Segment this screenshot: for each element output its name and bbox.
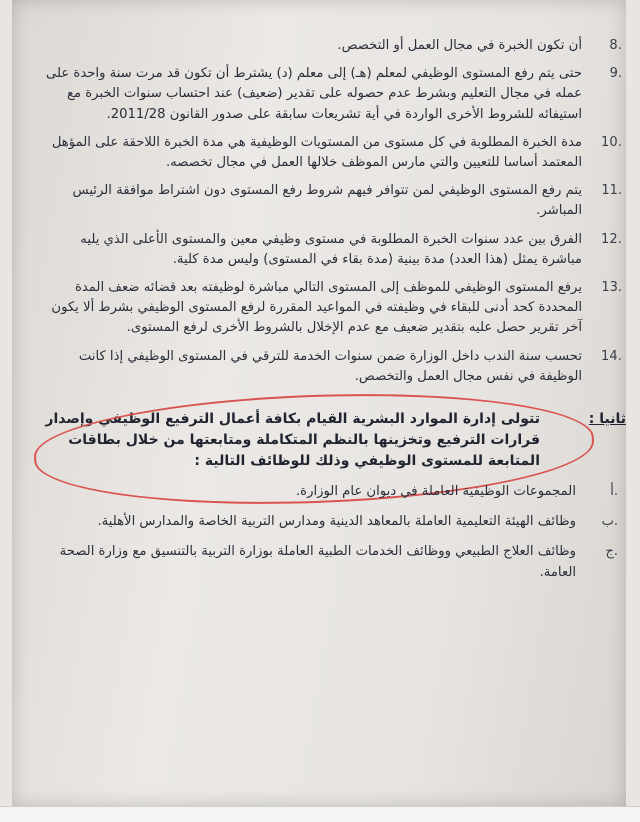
item-text: أن تكون الخبرة في مجال العمل أو التخصص.: [337, 38, 582, 53]
sub-item-letter: ج.: [605, 544, 618, 560]
list-item: [40, 133, 622, 173]
list-item: [40, 64, 622, 125]
item-number: 13.: [601, 280, 622, 296]
item-number: 14.: [601, 348, 622, 364]
item-text: يرفع المستوى الوظيفي للموظف إلى المستوى التالي مباشرة لوظيفته بعد قضائه ضعف المدة المحددة كحد أدنى للبقاء في وظيفته في المواعيد المقررة لرفع المستوى الوظيفي بشرط ألا يكون آخر تقرير حصل عليه بتقدير ضعيف مع عدم الإخلال بالشروط الأخرى لرفع المستوى.: [51, 280, 582, 336]
item-number: 11.: [601, 183, 622, 199]
sub-list-item: [40, 482, 618, 502]
sub-item-text: وظائف الهيئة التعليمية العاملة بالمعاهد الدينية ومدارس التربية الخاصة والمدارس الأهلية.: [97, 514, 576, 530]
sub-list-item: [40, 542, 618, 582]
list-item: [40, 230, 622, 270]
sub-item-text: وظائف العلاج الطبيعي ووظائف الخدمات الطبية العاملة بوزارة التربية بالتنسيق مع وزارة الصحة العامة.: [59, 544, 576, 580]
item-text: تحسب سنة الندب داخل الوزارة ضمن سنوات الخدمة للترقي في المستوى الوظيفي إذا كانت الوظيفة في نفس مجال العمل والتخصص.: [78, 348, 582, 384]
list-item: [40, 36, 622, 56]
item-text: يتم رفع المستوى الوظيفي لمن تتوافر فيهم شروط رفع المستوى دون اشتراط موافقة الرئيس المباشر.: [72, 183, 582, 219]
sub-list-item: [40, 512, 618, 532]
section-label: ثانيا :: [588, 411, 626, 428]
list-item: [40, 278, 622, 339]
list-item: [40, 181, 622, 221]
document-page: [12, 0, 626, 806]
section-heading: [40, 409, 626, 472]
sub-item-letter: ب.: [601, 514, 618, 530]
item-text: الفرق بين عدد سنوات الخبرة المطلوبة في مستوى وظيفي معين والمستوى الأعلى الذي يليه مباشرة يمثل (هذا العدد) مدة بينية (مدة بقاء في المستوى) وليس مدة كلية.: [80, 231, 582, 267]
item-text: حتى يتم رفع المستوى الوظيفي لمعلم (هـ) إلى معلم (د) يشترط أن تكون قد مرت سنة واحدة على عمله في مجال التعليم وبشرط عدم حصوله على تقدير (ضعيف) عند احتساب سنوات الخبرة مع استيفائه للشروط الأخرى الواردة في أية تشريعات سابقة على صدور القانون 2011/28.: [46, 66, 582, 122]
item-number: 10.: [601, 134, 622, 150]
item-number: 8.: [609, 38, 622, 53]
photo-frame-edge: [0, 806, 640, 822]
item-text: مدة الخبرة المطلوبة في كل مستوى من المستويات الوظيفية هي مدة الخبرة اللاحقة على المؤهل المعتمد أساسا للتعيين والتي مارس الموظف خلالها العمل في مجال تخصصه.: [51, 134, 582, 171]
document-body: [40, 36, 626, 583]
section-text: تتولى إدارة الموارد البشرية القيام بكافة أعمال الترفيع الوظيفي وإصدار قرارات الترفيع وتخزينها بالنظم المتكاملة ومتابعتها من خلال بطاقات المتابعة للمستوى الوظيفي وذلك للوظائف التالية :: [45, 411, 540, 470]
list-item: [40, 347, 622, 387]
item-number: 9.: [609, 66, 622, 82]
item-number: 12.: [601, 231, 622, 247]
sub-item-letter: أ.: [610, 484, 618, 500]
sub-item-text: المجموعات الوظيفية العاملة في ديوان عام الوزارة.: [295, 484, 576, 500]
